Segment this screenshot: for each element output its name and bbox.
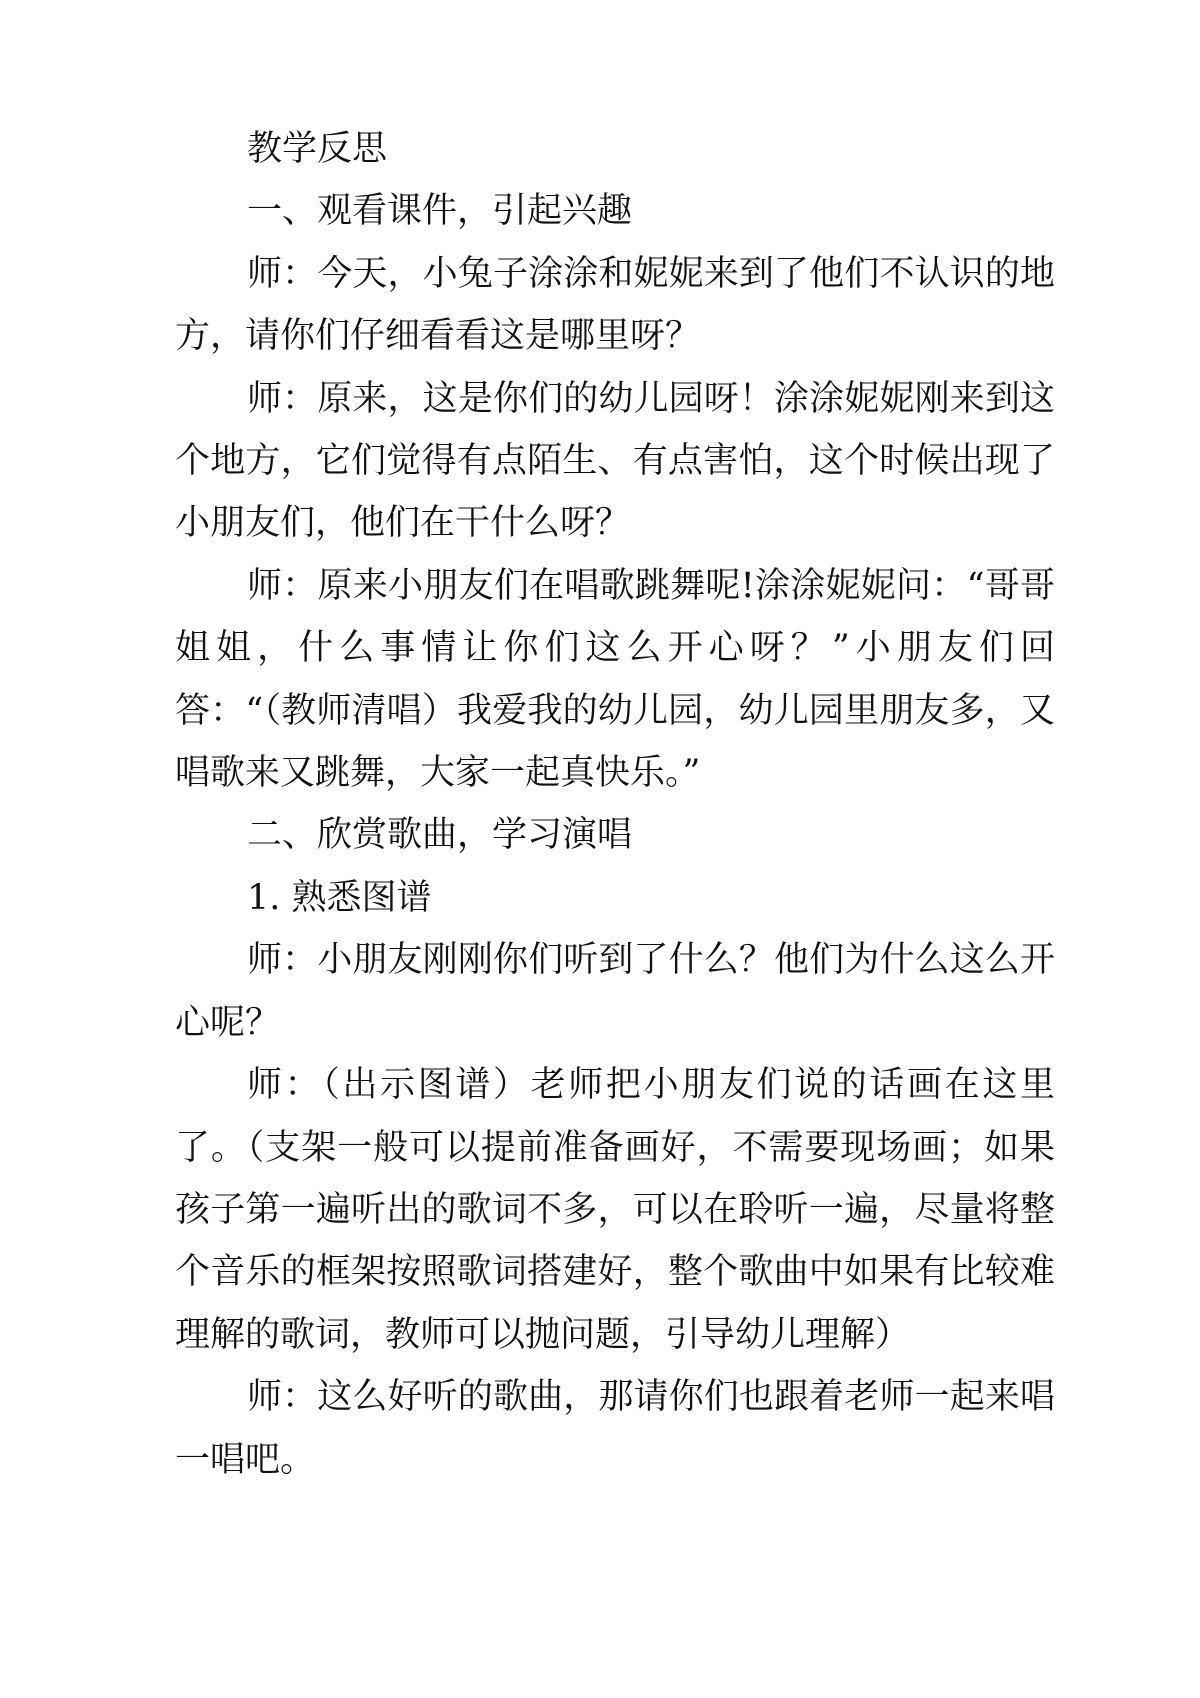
paragraph: 师：（出示图谱）老师把小朋友们说的话画在这里了。（支架一般可以提前准备画好，不需要现场画；如果孩子第一遍听出的歌词不多，可以在聆听一遍，尽量将整个音乐的框架按照歌词搭建好，整个歌曲中如果有比较难理解的歌词，教师可以抛问题，引导幼儿理解） bbox=[175, 1065, 1055, 1355]
section-heading-2: 二、欣赏歌曲，学习演唱 bbox=[247, 815, 633, 856]
section-title-reflection: 教学反思 bbox=[247, 129, 388, 169]
document-body bbox=[175, 118, 1055, 1491]
paragraph: 师：原来小朋友们在唱歌跳舞呢!涂涂妮妮问：“哥哥姐姐，什么事情让你们这么开心呀？”小朋友们回答：“（教师清唱）我爱我的幼儿园，幼儿园里朋友多，又唱歌来又跳舞，大家一起真快乐。” bbox=[175, 565, 1055, 794]
paragraph: 师：今天，小兔子涂涂和妮妮来到了他们不认识的地方，请你们仔细看看这是哪里呀？ bbox=[175, 253, 1055, 357]
paragraph: 师：小朋友刚刚你们听到了什么？他们为什么这么开心呢？ bbox=[175, 940, 1055, 1043]
section-heading-1: 一、观看课件，引起兴趣 bbox=[247, 191, 633, 232]
paragraph: 师：原来，这是你们的幼儿园呀！涂涂妮妮刚来到这个地方，它们觉得有点陌生、有点害怕，这个时候出现了小朋友们，他们在干什么呀？ bbox=[175, 378, 1055, 544]
subsection-heading-1: 1. 熟悉图谱 bbox=[247, 877, 432, 918]
paragraph: 师：这么好听的歌曲，那请你们也跟着老师一起来唱一唱吧。 bbox=[175, 1377, 1055, 1480]
